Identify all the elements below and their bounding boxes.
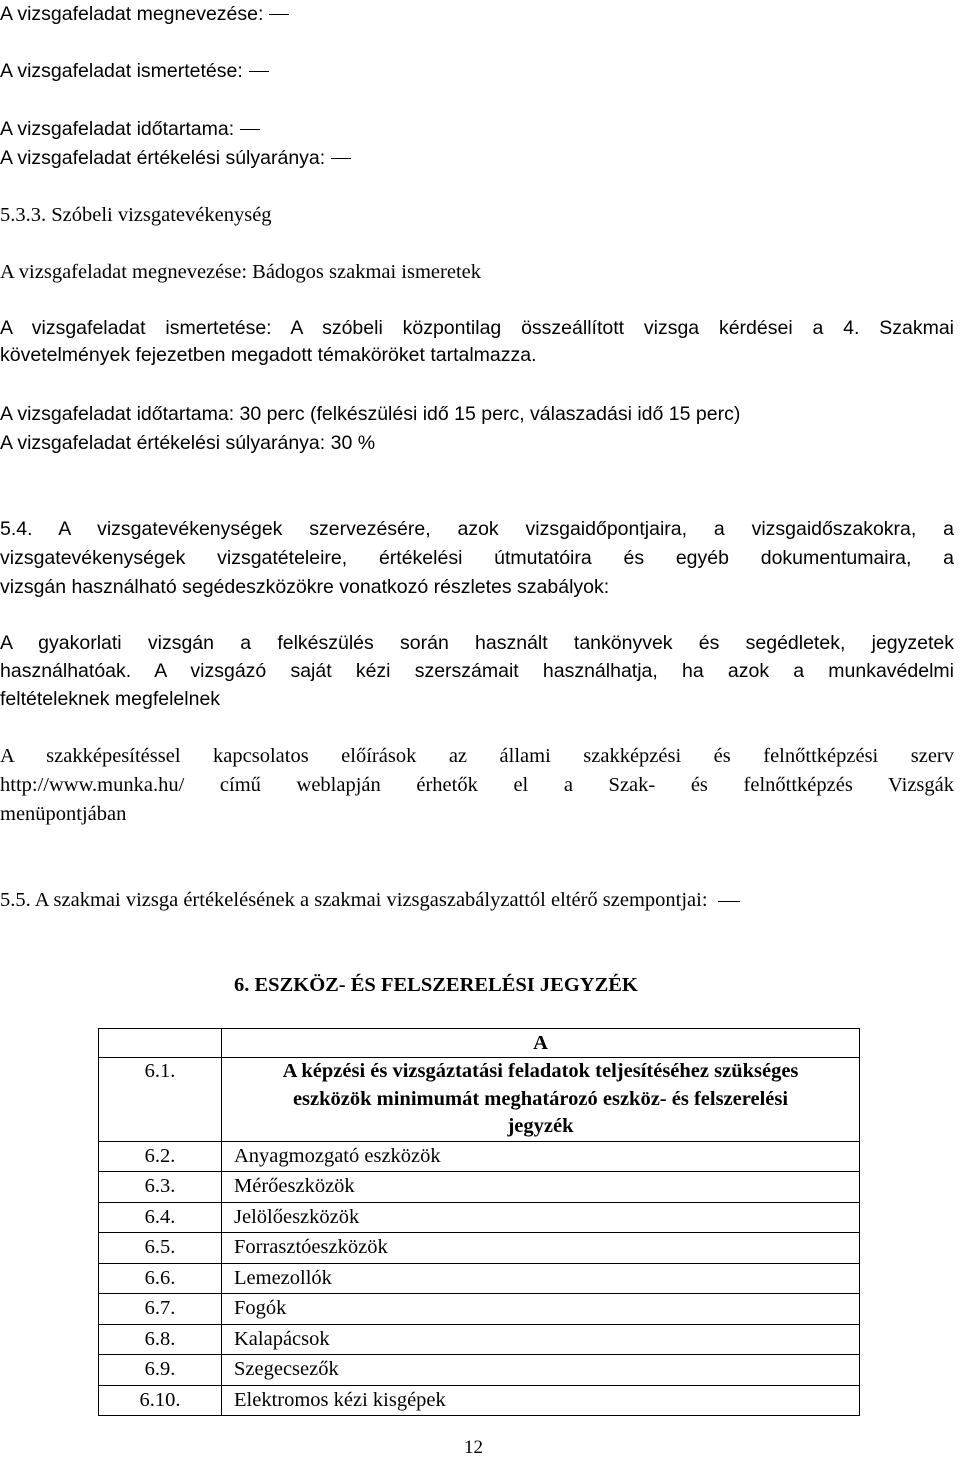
table-row-number: 6.6. bbox=[99, 1263, 222, 1294]
table-row-text: Forrasztóeszközök bbox=[222, 1233, 860, 1264]
table-row-text: Kalapácsok bbox=[222, 1324, 860, 1355]
oral-desc-line1: A vizsgafeladat ismertetése: A szóbeli központilag összeállított vizsga kérdései a 4. Szakmai bbox=[0, 317, 954, 339]
table-row-text: Jelölőeszközök bbox=[222, 1202, 860, 1233]
table-row bbox=[99, 1202, 860, 1233]
empty-dash bbox=[249, 71, 269, 72]
oral-time: A vizsgafeladat időtartama: 30 perc (felkészülési idő 15 perc, válaszadási idő 15 perc) bbox=[0, 403, 741, 425]
table-row-text: Mérőeszközök bbox=[222, 1172, 860, 1203]
table-row-text: Fogók bbox=[222, 1294, 860, 1325]
rules-p2-line3: feltételeknek megfelelnek bbox=[0, 688, 221, 710]
table-row-text: Lemezollók bbox=[222, 1263, 860, 1294]
task-time-label: A vizsgafeladat időtartama: bbox=[0, 120, 260, 140]
rules-p1-line3: vizsgán használható segédeszközökre vonatkozó részletes szabályok: bbox=[0, 576, 610, 598]
table-row bbox=[99, 1324, 860, 1355]
task-name-label: A vizsgafeladat megnevezése: bbox=[0, 5, 289, 25]
rules-p2-line1: A gyakorlati vizsgán a felkészülés során használt tankönyvek és segédletek, jegyzetek bbox=[0, 632, 954, 654]
empty-dash bbox=[718, 901, 740, 902]
rules-p1-line1: 5.4. A vizsgatevékenységek szervezésére, azok vizsgaidőpontjaira, a vizsgaidőszakokra, a bbox=[0, 518, 954, 540]
table-row-number: 6.5. bbox=[99, 1233, 222, 1264]
table-row-text: Szegecsezők bbox=[222, 1355, 860, 1386]
table-row bbox=[99, 1233, 860, 1264]
rules-p3-line1: A szakképesítéssel kapcsolatos előírások az állami szakképzési és felnőttképzési szerv bbox=[0, 745, 954, 767]
oral-heading: 5.3.3. Szóbeli vizsgatevékenység bbox=[0, 204, 272, 226]
page-number: 12 bbox=[464, 1437, 483, 1458]
oral-name: A vizsgafeladat megnevezése: Bádogos szakmai ismeretek bbox=[0, 261, 481, 283]
task-desc-label: A vizsgafeladat ismertetése: bbox=[0, 62, 269, 82]
table-row bbox=[99, 1058, 860, 1142]
table-row bbox=[99, 1294, 860, 1325]
rules-p3-line2: http://www.munka.hu/ című weblapján érhetők el a Szak- és felnőttképzés Vizsgák bbox=[0, 774, 954, 796]
table-row bbox=[99, 1172, 860, 1203]
table-row bbox=[99, 1263, 860, 1294]
table-row-text: Anyagmozgató eszközök bbox=[222, 1141, 860, 1172]
table-row-text: Elektromos kézi kisgépek bbox=[222, 1385, 860, 1416]
table-row-number: 6.9. bbox=[99, 1355, 222, 1386]
table-row bbox=[99, 1355, 860, 1386]
rules-p1-line2: vizsgatevékenységek vizsgatételeire, értékelési útmutatóira és egyéb dokumentumaira, a bbox=[0, 547, 954, 569]
table-row bbox=[99, 1141, 860, 1172]
table-row-number: 6.3. bbox=[99, 1172, 222, 1203]
table-main-heading: A képzési és vizsgáztatási feladatok teljesítéséhez szükséges eszközök minimumát meghatározó eszköz- és felszerelési jegyzék bbox=[222, 1058, 860, 1142]
section-5-5: 5.5. A szakmai vizsga értékelésének a szakmai vizsgaszabályzattól eltérő szempontjai: bbox=[0, 890, 740, 911]
table-row-number: 6.1. bbox=[99, 1058, 222, 1142]
table-row-number: 6.4. bbox=[99, 1202, 222, 1233]
table-row-number: 6.7. bbox=[99, 1294, 222, 1325]
table-row-number: 6.2. bbox=[99, 1141, 222, 1172]
table-row-number: 6.10. bbox=[99, 1385, 222, 1416]
rules-p2-line2: használhatóak. A vizsgázó saját kézi szerszámait használhatja, ha azok a munkavédelmi bbox=[0, 660, 954, 682]
table-header-cell: A bbox=[222, 1029, 860, 1058]
table-header-row bbox=[99, 1029, 860, 1058]
empty-dash bbox=[240, 129, 260, 130]
rules-p3-line3: menüpontjában bbox=[0, 803, 127, 825]
section-6-title: 6. ESZKÖZ- ÉS FELSZERELÉSI JEGYZÉK bbox=[234, 974, 638, 996]
oral-desc-line2: követelmények fejezetben megadott témaköröket tartalmazza. bbox=[0, 344, 537, 366]
empty-dash bbox=[331, 158, 351, 159]
task-weight-label: A vizsgafeladat értékelési súlyaránya: bbox=[0, 149, 351, 169]
equipment-table bbox=[98, 1028, 860, 1416]
table-row bbox=[99, 1385, 860, 1416]
table-cell bbox=[99, 1029, 222, 1058]
table-row-number: 6.8. bbox=[99, 1324, 222, 1355]
empty-dash bbox=[269, 14, 289, 15]
oral-weight: A vizsgafeladat értékelési súlyaránya: 30 % bbox=[0, 432, 376, 454]
